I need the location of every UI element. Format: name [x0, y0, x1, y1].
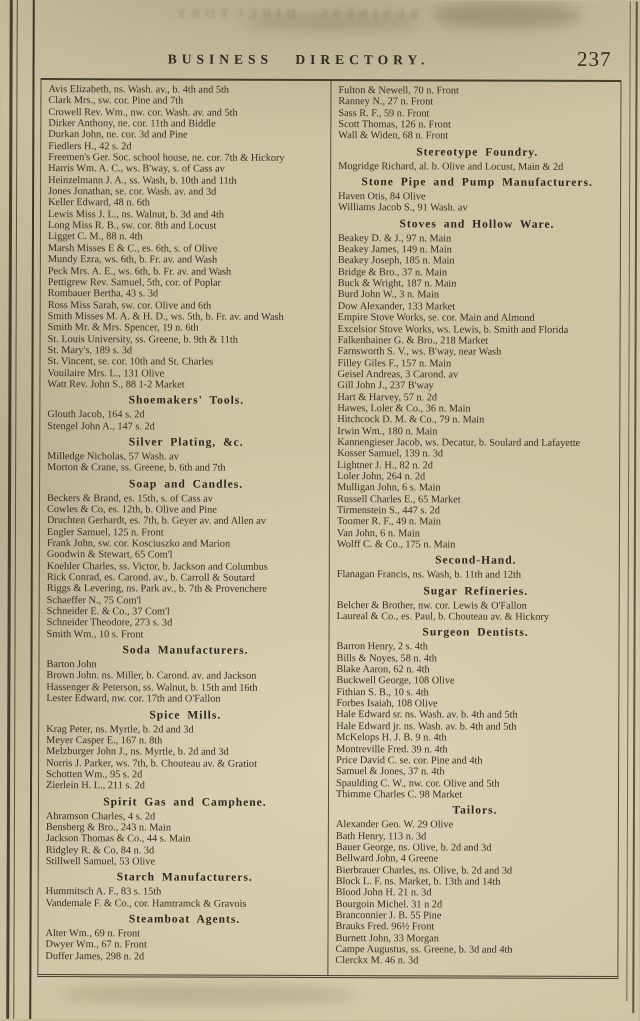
directory-entry: Blood John H. 21 n. 3d	[335, 887, 432, 899]
page-header	[42, 45, 626, 75]
directory-entry: Fiedlers H., 42 s. 2d	[48, 140, 132, 153]
directory-entry: Wall & Widen, 68 n. Front	[338, 130, 449, 142]
section-heading: Soda Manufacturers.	[122, 644, 249, 657]
directory-entry: Bills & Noyes, 58 n. 4th	[336, 652, 437, 665]
directory-entry: McKelops H. J. B. 9 n. 4th	[336, 732, 447, 744]
section-heading: Steamboat Agents.	[128, 913, 241, 926]
directory-entry: Russell Charles E., 65 Market	[337, 493, 461, 506]
directory-entry: Bridge & Bro., 37 n. Main	[337, 266, 448, 279]
directory-entry: Flanagan Francis, ns. Wash, b. 11th and 12th	[336, 569, 522, 582]
directory-entry: Burd John W., 3 n. Main	[337, 289, 440, 301]
directory-entry: Gill John J., 237 B'way	[337, 380, 434, 392]
directory-entry: Irwin Wm., 180 n. Main	[337, 425, 438, 438]
directory-entry: Lester Edward, nw. cor. 17th and O'Fallon	[46, 693, 221, 705]
section-heading: Tailors.	[452, 804, 498, 817]
directory-entry: Heinzelmann J. A., ss. Wash, b. 10th and 11th	[48, 174, 237, 187]
directory-entry: Druchten Gerhardt, es. 7th, b. Geyer av. and Allen av	[46, 515, 266, 528]
directory-entry: Vandemale F. & Co., cor. Hamtramck & Gravois	[45, 897, 247, 910]
directory-entry: Morton & Crane, ss. Greene, b. 6th and 7th	[47, 462, 226, 474]
directory-entry: Wolff C. & Co., 175 n. Main	[336, 539, 456, 551]
section-heading: Silver Plating, &c.	[128, 436, 244, 449]
directory-entry: Hart & Harvey, 57 n. 2d	[337, 391, 438, 403]
directory-entry: Mulligan John, 6 s. Main	[337, 482, 441, 494]
directory-entry: St. Vincent, se. cor. 10th and St. Charles	[47, 356, 214, 368]
directory-entry: Hassenger & Peterson, ss. Walnut, b. 15th and 16th	[46, 681, 258, 694]
section-heading: Stoves and Hollow Ware.	[399, 218, 555, 231]
directory-entry: Pettigrew Rev. Samuel, 5th, cor. of Poplar	[47, 276, 222, 289]
directory-entry: Cowles & Co, es. 12th, b. Olive and Pine	[46, 504, 217, 516]
directory-entry: Jackson Thomas & Co., 44 s. Main	[45, 833, 191, 845]
directory-entry: Beakey James, 149 n. Main	[337, 244, 452, 256]
directory-entry: Hitchcock D. M. & Co., 79 n. Main	[337, 414, 485, 426]
directory-entry: Barron Henry, 2 s. 4th	[336, 641, 428, 653]
directory-entry: Schaeffer N., 75 Com'l	[46, 594, 142, 607]
directory-entry: Smith Mr. & Mrs. Spencer, 19 n. 6th	[47, 322, 199, 334]
show-through-ghost-title: BUSINESS DIRECTORY.	[164, 5, 419, 22]
directory-entry: Meyer Casper E., 167 n. 8th	[46, 734, 163, 747]
directory-entry: Krag Peter, ns. Myrtle, b. 2d and 3d	[46, 723, 194, 736]
directory-entry: Blake Aaron, 62 n. 4th	[336, 664, 430, 676]
directory-entry: Lewis Miss J. L., ns. Walnut, b. 3d and 4th	[48, 208, 225, 221]
page-edge-shadow	[58, 984, 358, 1005]
directory-entry: Goodwin & Stewart, 65 Com'l	[46, 549, 173, 561]
directory-entry: Tirmenstein S., 447 s. 2d	[336, 505, 440, 517]
directory-entry: Melzburger John J., ns. Myrtle, b. 2d and 3d	[46, 746, 229, 758]
section-heading: Surgeon Dentists.	[422, 626, 529, 640]
directory-entry: Farnsworth S. V., ws. B'way, near Wash	[337, 346, 502, 358]
directory-entry: Watt Rev. John S., 88 1-2 Market	[47, 378, 185, 391]
directory-entry: Haven Otis, 84 Olive	[338, 191, 426, 203]
directory-entry: Kosser Samuel, 139 n. 3d	[337, 448, 444, 460]
directory-entry: Dirker Anthony, ne. cor. 11th and Biddle	[48, 118, 216, 130]
section-heading: Shoemakers' Tools.	[128, 394, 245, 408]
binding-edge-line	[13, 0, 18, 1019]
directory-entry: Jones Jonathan, se. cor. Wash. av. and 3d	[48, 186, 217, 198]
directory-entry: Abramson Charles, 4 s. 2d	[45, 810, 156, 822]
directory-entry: Bauer George, ns. Olive, b. 2d and 3d	[335, 841, 492, 854]
directory-entry: Hummitsch A. F., 83 s. 15th	[45, 886, 162, 898]
directory-entry: Beakey Joseph, 185 n. Main	[337, 255, 455, 267]
directory-entry: Smith Misses M. A. & H. D., ws. 5th, b. Fr. av. and Wash	[47, 310, 284, 323]
directory-entry: Rick Conrad, es. Carond. av., b. Carroll & Soutard	[46, 572, 255, 584]
directory-entry: Samuel & Jones, 37 n. 4th	[336, 766, 445, 778]
page-title: BUSINESS DIRECTORY.	[167, 51, 430, 68]
directory-entry: Falkenhainer G. & Bro., 218 Market	[337, 334, 489, 347]
directory-entry: Milledge Nicholas, 57 Wash. av	[47, 451, 179, 463]
section-heading: Soap and Candles.	[129, 477, 244, 491]
directory-entry: Forbes Isaiah, 108 Olive	[336, 698, 438, 710]
directory-entry: Laureal & Co., es. Paul, b. Chouteau av. & Hickory	[336, 611, 550, 623]
section-heading: Spice Mills.	[149, 708, 222, 722]
directory-entry: Branconnier J. B. 55 Pine	[335, 910, 442, 922]
directory-entry: St. Mary's, 189 s. 3d	[47, 344, 133, 357]
directory-entry: Norris J. Parker, ws. 7th, b. Chouteau av. & Gratiot	[46, 757, 257, 770]
directory-entry: Keller Edward, 48 n. 6th	[48, 197, 150, 209]
directory-entry: Bellward John, 4 Greene	[335, 853, 439, 865]
section-heading: Spirit Gas and Camphene.	[103, 795, 267, 809]
directory-entry: Scott Thomas, 126 n. Front	[338, 119, 451, 131]
directory-entry: Bath Henry, 113 n. 3d	[335, 830, 427, 842]
directory-entry: Filley Giles F., 157 n. Main	[337, 357, 452, 369]
directory-entry: Bensberg & Bro., 243 n. Main	[45, 821, 172, 834]
directory-entry: Dwyer Wm., 67 n. Front	[45, 939, 147, 951]
directory-entry: Peck Mrs. A. E., ws. 6th, b. Fr. av. and Wash	[47, 265, 232, 278]
directory-entry: Montreville Fred. 39 n. 4th	[336, 743, 448, 755]
section-heading: Stereotype Foundry.	[416, 146, 539, 159]
directory-entry: Ligget C. M., 88 n. 4th	[47, 231, 143, 243]
directory-entry: Williams Jacob S., 91 Wash. av	[338, 202, 468, 214]
directory-entry: Beakey D. & J., 97 n. Main	[337, 232, 452, 245]
left-column	[38, 80, 331, 975]
directory-entry: Barton John	[46, 659, 97, 671]
directory-entry: Engler Samuel, 125 n. Front	[46, 526, 164, 539]
directory-entry: Schneider E. & Co., 37 Com'l	[46, 606, 170, 618]
directory-entry: Lightner J. H., 82 n. 2d	[337, 459, 433, 472]
directory-entry: Fithian S. B., 10 s. 4th	[336, 686, 429, 699]
directory-entry: Toomer R. F., 49 n. Main	[336, 516, 441, 528]
directory-entry: Freemen's Ger. Soc. school house, ne. cor. 7th & Hickory	[48, 152, 285, 164]
directory-entry: Ranney N., 27 n. Front	[338, 96, 434, 108]
directory-entry: Beckers & Brand, es. 15th, s. of Cass av	[47, 492, 213, 505]
directory-entry: Riggs & Levering, ns. Park av., b. 7th & Provenchere	[46, 583, 267, 596]
directory-entry: Frank John, sw. cor. Kosciuszko and Marion	[46, 538, 231, 550]
directory-entry: Avis Elizabeth, ns. Wash. av., b. 4th and 5th	[48, 84, 230, 96]
directory-entry: Empire Stove Works, se. cor. Main and Almond	[337, 312, 535, 324]
directory-entry: Buck & Wright, 187 n. Main	[337, 278, 457, 290]
directory-entry: Brauks Fred. 96½ Front	[335, 921, 435, 933]
directory-entry: Buckwell George, 108 Olive	[336, 675, 455, 687]
directory-entry: Ross Miss Sarah, sw. cor. Olive and 6th	[47, 299, 212, 312]
directory-entry: Crowell Rev. Wm., nw. cor. Wash. av. and 5th	[48, 106, 238, 119]
directory-entry: Clark Mrs., sw. cor. Pine and 7th	[48, 95, 184, 107]
directory-entry: Clerckx M. 46 n. 3d	[335, 955, 419, 967]
section-heading: Second-Hand.	[435, 554, 517, 568]
directory-entry: Mogridge Richard, al. b. Olive and Locust, Main & 2d	[338, 160, 564, 173]
directory-entry: Spaulding C. W., nw. cor. Olive and 5th	[336, 777, 500, 790]
directory-entry: Hawes, Loler & Co., 36 n. Main	[337, 402, 471, 415]
directory-entry: Mundy Ezra, ws. 6th, b. Fr. av. and Wash	[47, 254, 218, 266]
directory-entry: Block L. F. ns. Market, b. 13th and 14th	[335, 875, 501, 888]
directory-entry: Campe Augustus, ss. Greene, b. 3d and 4th	[335, 944, 513, 956]
directory-entry: Alter Wm., 69 n. Front	[45, 928, 141, 940]
directory-entry: Rombauer Bertha, 43 s. 3d	[47, 288, 159, 300]
binding-edge-line	[29, 0, 35, 1019]
directory-entry: Smith Wm., 10 s. Front	[46, 628, 144, 641]
directory-entry: Ridgley R. & Co, 84 n. 3d	[45, 844, 155, 857]
right-column	[328, 81, 620, 976]
directory-entry: Brown John. ns. Miller, b. Carond. av. and Jackson	[46, 670, 257, 683]
directory-entry: Alexander Geo. W. 29 Olive	[335, 819, 454, 831]
directory-entry: St. Louis University, ss. Greene, b. 9th & 11th	[47, 333, 238, 346]
directory-entry: Sass R. F., 59 n. Front	[338, 107, 430, 120]
directory-entry: Dow Alexander, 133 Market	[337, 300, 456, 313]
directory-entry: Schotten Wm., 95 s. 2d	[46, 768, 143, 781]
directory-entry: Bierbrauer Charles, ns. Olive, b. 2d and 3d	[335, 864, 513, 877]
directory-entry: Geisel Andreas, 3 Carond. av	[337, 368, 459, 381]
directory-entry: Price David C. se. cor. Pine and 4th	[336, 754, 483, 767]
page-edge-line	[632, 1, 638, 1013]
page-number: 237	[577, 46, 612, 72]
section-heading: Starch Manufacturers.	[116, 871, 253, 885]
directory-entry: Hale Edward jr. ns. Wash. av. b. 4th and 5th	[336, 720, 517, 733]
directory-entry: Duffer James, 298 n. 2d	[45, 950, 145, 963]
directory-entry: Loler John, 264 n. 2d	[337, 471, 426, 483]
directory-entry: Bourgoin Michel. 31 n 2d	[335, 898, 443, 911]
directory-entry: Stillwell Samuel, 53 Olive	[45, 855, 156, 868]
directory-entry: Thimme Charles C. 98 Market	[335, 788, 463, 801]
directory-entry: Stengel John A., 147 s. 2d	[47, 420, 155, 433]
directory-entry: Glouth Jacob, 164 s. 2d	[47, 409, 145, 421]
directory-entry: Van John, 6 n. Main	[336, 527, 420, 540]
directory-entry: Kannengieser Jacob, ws. Decatur, b. Soulard and Lafayette	[337, 436, 581, 449]
directory-entry: Excelsior Stove Works, ws. Lewis, b. Smith and Florida	[337, 323, 569, 336]
directory-entry: Koehler Charles, ss. Victor, b. Jackson and Columbus	[46, 560, 268, 573]
binding-edge-line	[6, 0, 13, 1019]
directory-entry: Belcher & Brother, nw. cor. Lewis & O'Fallon	[336, 599, 527, 612]
directory-entry: Harris Wm. A. C., ws. B'way, s. of Cass av	[48, 163, 225, 176]
directory-entry: Hale Edward sr. ns. Wash. av. b. 4th and 5th	[336, 709, 518, 722]
directory-entry: Schneider Theodore, 273 s. 3d	[46, 617, 173, 629]
directory-entry: Zierlein H. L., 211 s. 2d	[46, 780, 145, 792]
directory-entry: Burnett John, 33 Morgan	[335, 932, 439, 945]
section-heading: Stone Pipe and Pump Manufacturers.	[361, 176, 593, 190]
directory-entry: Marsh Misses E & C., es. 6th, s. of Olive	[47, 242, 218, 255]
section-heading: Sugar Refineries.	[423, 585, 529, 598]
directory-entry: Fulton & Newell, 70 n. Front	[338, 85, 459, 97]
directory-entry: Durkan John, ne. cor. 3d and Pine	[48, 129, 188, 141]
page-edge-line	[626, 1, 630, 1001]
directory-entry: Long Miss R. B., sw. cor. 8th and Locust	[47, 220, 217, 232]
directory-entry: Vouilaire Mrs. L., 131 Olive	[47, 367, 165, 380]
content-frame	[37, 78, 621, 979]
